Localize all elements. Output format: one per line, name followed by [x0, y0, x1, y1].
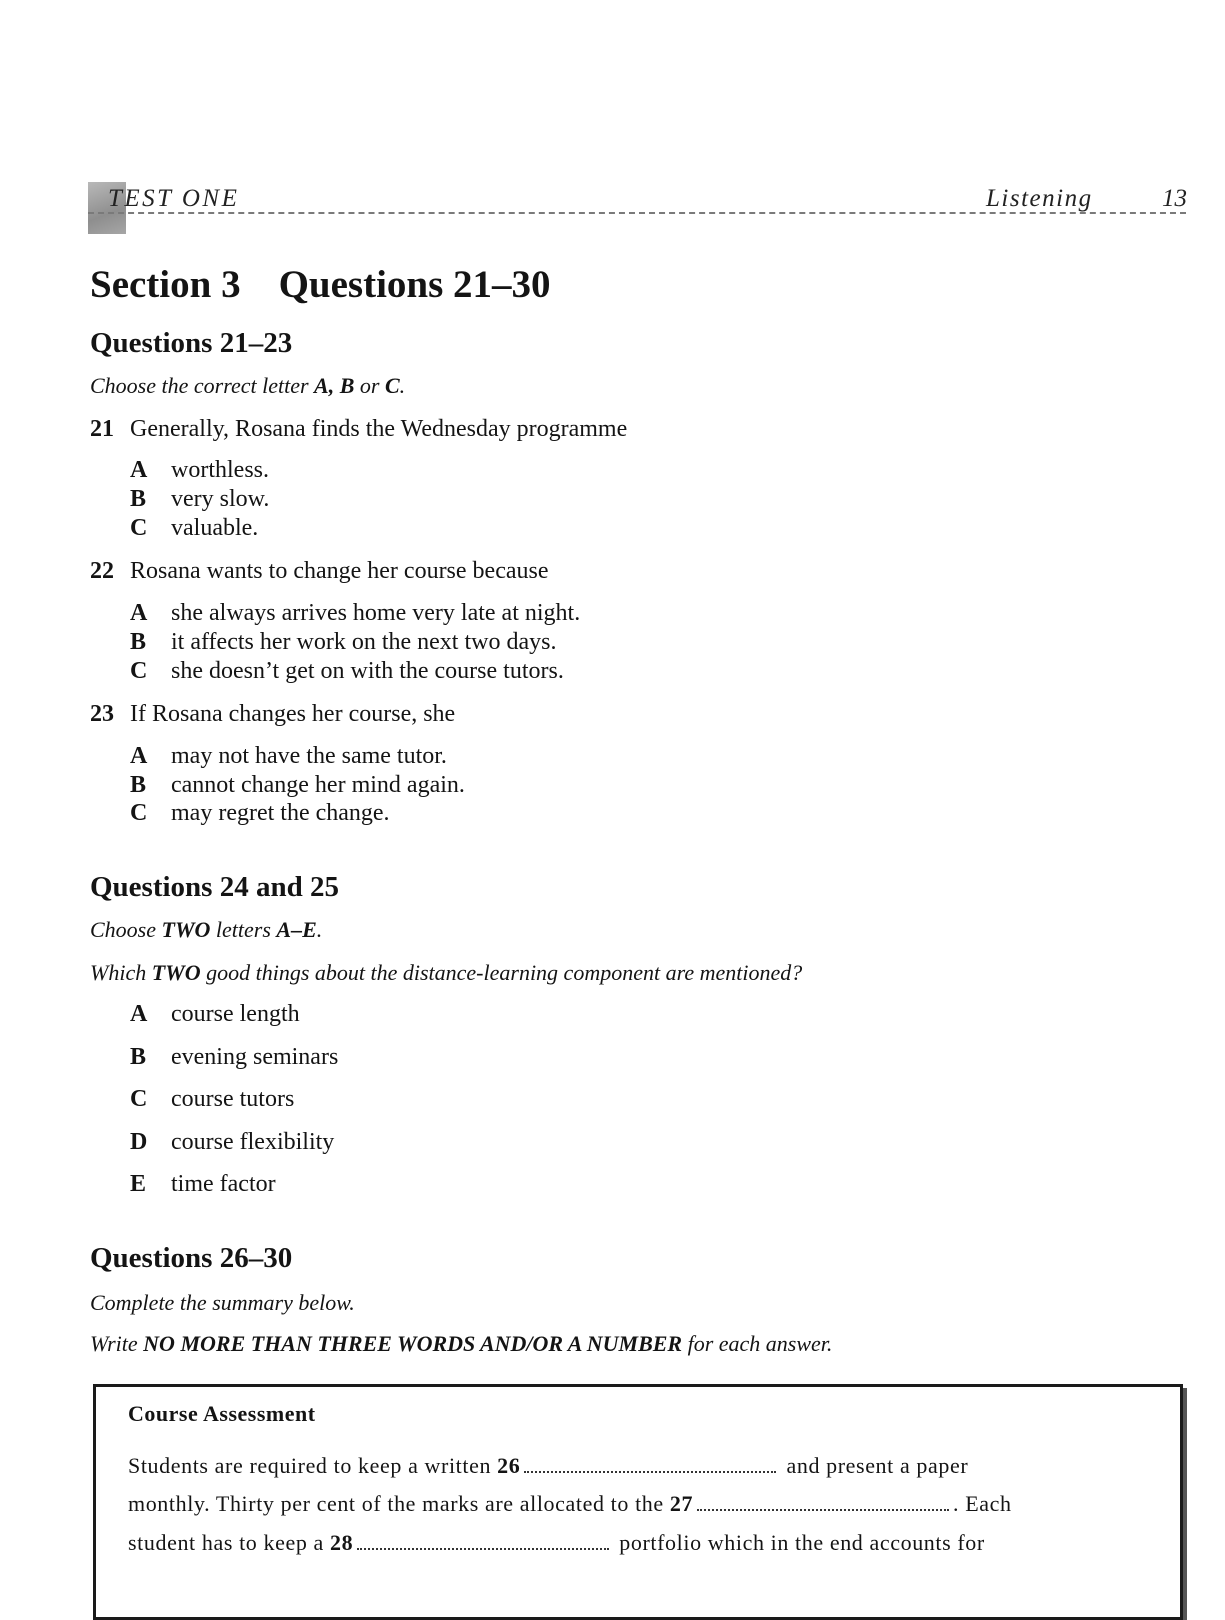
question-22-option-c[interactable]: C she doesn’t get on with the course tutors. — [130, 658, 564, 684]
question-23-option-a[interactable]: A may not have the same tutor. — [130, 743, 447, 769]
summary-line-3: student has to keep a 28 portfolio which in the end accounts for — [128, 1530, 985, 1555]
question-21-option-c[interactable]: C valuable. — [130, 515, 259, 541]
question-22-option-b[interactable]: B it affects her work on the next two days. — [130, 629, 557, 655]
group-title-24-25: Questions 24 and 25 — [90, 871, 339, 903]
option-d-course-flexibility[interactable]: D course flexibility — [130, 1129, 335, 1155]
page-number: 13 — [1162, 185, 1187, 212]
section-question-range: Questions 21–30 — [278, 263, 551, 306]
question-23-option-b[interactable]: B cannot change her mind again. — [130, 772, 465, 798]
option-b-evening-seminars[interactable]: B evening seminars — [130, 1044, 339, 1070]
answer-blank-28[interactable] — [357, 1532, 609, 1550]
group2-instruction: Choose TWO letters A–E. — [90, 917, 323, 942]
answer-blank-26[interactable] — [524, 1455, 776, 1473]
group-title-26-30: Questions 26–30 — [90, 1242, 293, 1274]
option-c-course-tutors[interactable]: C course tutors — [130, 1086, 295, 1112]
group1-instruction: Choose the correct letter A, B or C. — [90, 373, 406, 398]
group-title-21-23: Questions 21–23 — [90, 327, 293, 359]
question-23-option-c[interactable]: C may regret the change. — [130, 800, 390, 826]
summary-line-1: Students are required to keep a written 26 and present a paper — [128, 1453, 969, 1478]
option-e-time-factor[interactable]: E time factor — [130, 1171, 276, 1197]
summary-line-2: monthly. Thirty per cent of the marks are allocated to the 27 . Each — [128, 1491, 1012, 1516]
question-22: 22 Rosana wants to change her course because — [90, 558, 549, 584]
section-number: Section 3 — [90, 263, 241, 306]
question-21-option-a[interactable]: A worthless. — [130, 457, 269, 483]
section-title — [90, 262, 551, 307]
answer-blank-27[interactable] — [697, 1493, 949, 1511]
question-23: 23 If Rosana changes her course, she — [90, 701, 456, 727]
question-21-option-b[interactable]: B very slow. — [130, 486, 270, 512]
option-a-course-length[interactable]: A course length — [130, 1001, 300, 1027]
header-test-label: TEST ONE — [108, 185, 240, 212]
summary-title: Course Assessment — [128, 1401, 316, 1426]
group3-instruction: Complete the summary below. — [90, 1290, 355, 1315]
question-22-option-a[interactable]: A she always arrives home very late at night. — [130, 600, 581, 626]
question-21: 21 Generally, Rosana finds the Wednesday programme — [90, 416, 628, 442]
group3-word-limit: Write NO MORE THAN THREE WORDS AND/OR A NUMBER for each answer. — [90, 1331, 833, 1356]
group2-question: Which TWO good things about the distance-learning component are mentioned? — [90, 960, 803, 985]
header-section-label: Listening — [986, 185, 1093, 212]
